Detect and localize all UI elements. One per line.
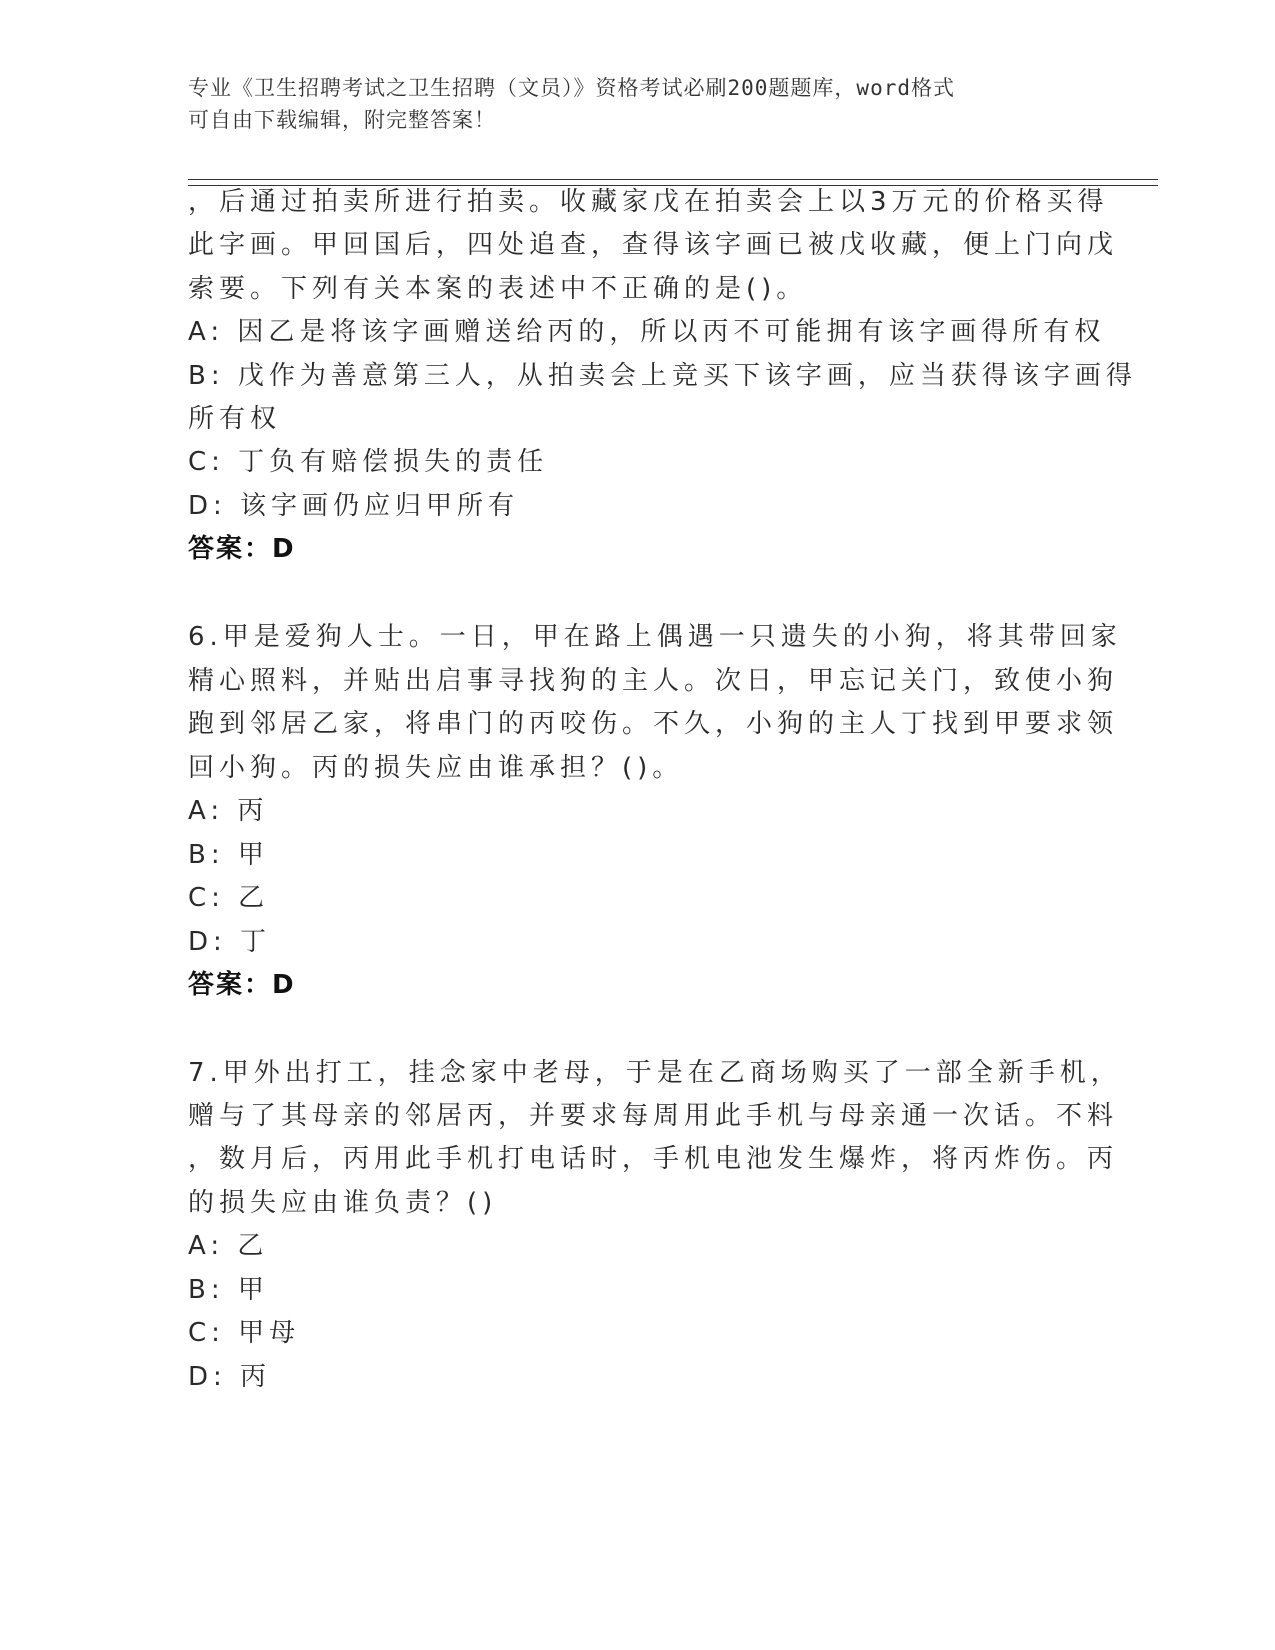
q5-option-b-cont: 所有权 xyxy=(188,404,282,434)
q7-option-b: B: 甲 xyxy=(188,1275,269,1305)
q7-option-a: A: 乙 xyxy=(188,1231,269,1261)
q6-stem-line-1: 6.甲是爱狗人士。一日，甲在路上偶遇一只遗失的小狗，将其带回家 xyxy=(188,622,1122,652)
q7-stem-line-2: 赠与了其母亲的邻居丙，并要求每周用此手机与母亲通一次话。不料 xyxy=(188,1101,1119,1131)
q6-stem-line-2: 精心照料，并贴出启事寻找狗的主人。次日，甲忘记关门，致使小狗 xyxy=(188,666,1119,696)
header-line-2: 可自由下载编辑，附完整答案！ xyxy=(188,108,496,132)
q5-answer: 答案：D xyxy=(188,534,296,564)
q5-option-d: D: 该字画仍应归甲所有 xyxy=(188,491,520,521)
header-line-1: 专业《卫生招聘考试之卫生招聘（文员）》资格考试必刷200题题库，word格式 xyxy=(188,76,955,100)
q5-stem-line-1: ，后通过拍卖所进行拍卖。收藏家戊在拍卖会上以3万元的价格买得 xyxy=(188,187,1109,217)
q6-option-c: C: 乙 xyxy=(188,883,270,913)
document-header xyxy=(188,72,1068,136)
header-divider-top xyxy=(188,179,1158,180)
q6-option-d: D: 丁 xyxy=(188,927,272,957)
q6-stem-line-4: 回小狗。丙的损失应由谁承担？()。 xyxy=(188,753,684,783)
q5-option-b: B: 戊作为善意第三人，从拍卖会上竞买下该字画，应当获得该字画得 xyxy=(188,361,1137,391)
q6-stem-line-3: 跑到邻居乙家，将串门的丙咬伤。不久，小狗的主人丁找到甲要求领 xyxy=(188,709,1119,739)
q5-stem-line-3: 索要。下列有关本案的表述中不正确的是()。 xyxy=(188,274,808,304)
q5-option-c: C: 丁负有赔偿损失的责任 xyxy=(188,447,549,477)
q6-option-a: A: 丙 xyxy=(188,796,269,826)
q5-stem-line-2: 此字画。甲回国后，四处追查，查得该字画已被戊收藏，便上门向戊 xyxy=(188,230,1119,260)
q6-option-b: B: 甲 xyxy=(188,840,269,870)
q6-answer: 答案：D xyxy=(188,970,296,1000)
q5-option-a: A: 因乙是将该字画赠送给丙的，所以丙不可能拥有该字画得所有权 xyxy=(188,317,1106,347)
q7-stem-line-4: 的损失应由谁负责？() xyxy=(188,1188,498,1218)
q7-option-d: D: 丙 xyxy=(188,1362,272,1392)
q7-stem-line-3: ，数月后，丙用此手机打电话时，手机电池发生爆炸，将丙炸伤。丙 xyxy=(188,1144,1119,1174)
q7-option-c: C: 甲母 xyxy=(188,1318,301,1348)
q7-stem-line-1: 7.甲外出打工，挂念家中老母，于是在乙商场购买了一部全新手机， xyxy=(188,1058,1122,1088)
